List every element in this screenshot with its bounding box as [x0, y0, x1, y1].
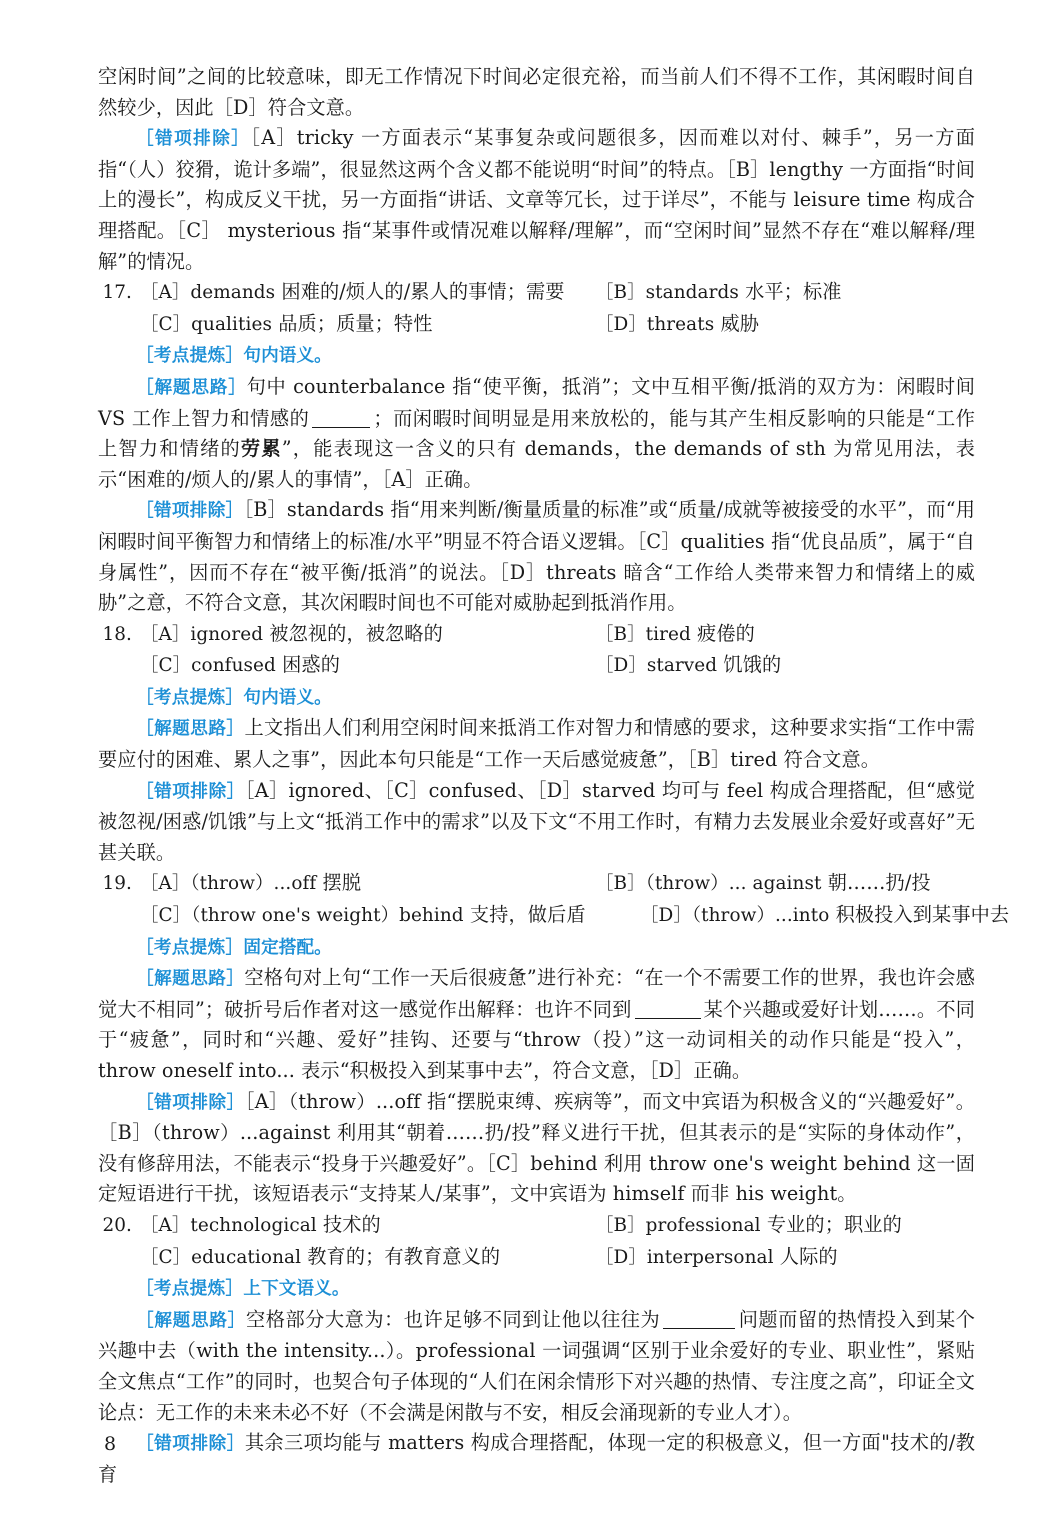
option-a-word: ignored	[190, 623, 264, 645]
key-point-label: ［考点提炼］	[136, 346, 244, 367]
q17-approach-pre: 句中 counterbalance 指“使平衡，抵消”；文中互相平衡/抵消的双方为：闲暇时间 VS 工作上智力和情感的	[98, 374, 975, 430]
option-b-gloss: 专业的；职业的	[766, 1212, 902, 1236]
answer-blank	[312, 427, 370, 428]
approach-label: ［解题思路］	[136, 969, 245, 990]
option-d-tag: ［D］	[595, 313, 647, 335]
option-c-word: （throw one's weight）behind	[191, 905, 464, 927]
option-d-word: starved	[646, 655, 718, 677]
option-d[interactable]	[595, 650, 975, 682]
option-a-tag: ［A］	[140, 1214, 191, 1236]
approach-label: ［解题思路］	[136, 1310, 246, 1331]
elimination-label: ［错项排除］	[136, 781, 245, 802]
option-row	[98, 277, 975, 309]
option-b-tag: ［B］	[595, 623, 646, 645]
option-c-tag: ［C］	[140, 655, 192, 677]
option-b-tag: ［B］	[595, 1214, 646, 1236]
option-a[interactable]	[140, 277, 595, 309]
key-point-label: ［考点提炼］	[136, 937, 244, 958]
option-c-gloss: 教育的；有教育意义的	[307, 1244, 501, 1268]
q19-elimination-paragraph	[98, 1087, 975, 1210]
q17-approach-post: ；而闲暇时间明显是用来放松的，能与其产生相反影响的只能是“工作上智力和情绪的	[98, 406, 975, 461]
q18-approach-paragraph	[98, 713, 975, 775]
q17-approach-end: ”，能表现这一含义的只有 demands，the demands of sth 为常见用法，表示“困难的/烦人的/累人的事情”，［A］正确。	[98, 437, 976, 491]
page-body	[98, 62, 1010, 1490]
option-b-word: tired	[645, 623, 691, 645]
q17-key-point-text: 句内语义。	[243, 346, 332, 367]
option-c-word: confused	[191, 655, 276, 677]
elimination-label: ［错项排除］	[136, 129, 251, 150]
option-b-word: （throw）... against	[645, 873, 822, 895]
option-b-word: standards	[645, 282, 739, 304]
option-d[interactable]	[595, 1242, 975, 1274]
question-number-20: 20.	[102, 1214, 132, 1236]
option-row	[98, 1210, 975, 1242]
q20-approach-post: 问题而留的热情投入到某个兴趣中去（with the intensity...）。professional 一词强调“区别于业余爱好的专业、职业性”，紧贴全文焦点“工作”的同时，也契合句子体现的“人们在闲余情形下对兴趣的热情、专注度之高”，印证全文论点：无工作的未来未必不好（不会满是闲散与不安，相反会涌现新的专业人才）。	[98, 1307, 975, 1424]
option-d-word: interpersonal	[646, 1246, 774, 1268]
q17-elimination-paragraph	[98, 495, 975, 618]
option-a-tag: ［A］	[140, 873, 191, 895]
option-a-tag: ［A］	[140, 623, 191, 645]
option-a-gloss: 摆脱	[322, 871, 362, 895]
question-17-options	[98, 277, 975, 340]
q20-key-point-paragraph	[98, 1273, 975, 1305]
q18-key-point-paragraph	[98, 682, 975, 714]
option-row	[98, 1242, 975, 1274]
option-b-gloss: 朝……扔/投	[827, 871, 931, 895]
option-c-gloss: 品质；质量；特性	[278, 311, 433, 335]
option-a-gloss: 困难的/烦人的/累人的事情；需要	[281, 280, 565, 304]
q17-elimination-text: ［B］standards 指“用来判断/衡量质量的标准”或“质量/成就等被接受的水平”，而“用闲暇时间平衡智力和情绪上的标准/水平”明显不符合语义逻辑。［C］qualities 指“优良品质”，属于“自身属性”，因而不存在“被平衡/抵消”的说法。［D］threats 暗含“工作给人类带来智力和情绪上的威胁”之意，不符合文意，其次闲暇时间也不可能对威胁起到抵消作用。	[98, 498, 975, 615]
option-c-tag: ［C］	[140, 1246, 192, 1268]
option-c[interactable]	[140, 1242, 595, 1274]
q16-elimination-text: ［A］tricky 一方面表示“某事复杂或问题很多，因而难以对付、棘手”，另一方面指“（人）狡猾，诡计多端”，很显然这两个含义都不能说明“时间”的特点。［B］lengthy 一方面指“时间上的漫长”，构成反义干扰，另一方面指“讲话、文章等冗长，过于详尽”，不能与 leisure time 构成合理搭配。［C］ mysterious 指“某事件或情况难以解释/理解”，而“空闲时间”显然不存在“难以解释/理解”的情况。	[98, 126, 975, 273]
option-d-gloss: 积极投入到某事中去	[835, 903, 1010, 927]
question-18-options	[98, 619, 975, 682]
q16-elimination-paragraph	[98, 123, 975, 277]
option-a[interactable]	[140, 868, 595, 900]
option-a-word: technological	[190, 1214, 317, 1236]
top-continuation-text-2: 然较少，因此［D］符合文意。	[98, 95, 365, 119]
approach-label: ［解题思路］	[136, 377, 247, 398]
option-d-gloss: 人际的	[779, 1244, 838, 1268]
option-a-word: demands	[190, 282, 276, 304]
option-row	[98, 650, 975, 682]
option-b-tag: ［B］	[595, 282, 646, 304]
option-d-gloss: 威胁	[720, 311, 760, 335]
page-number: 8	[104, 1433, 117, 1455]
question-number-19: 19.	[102, 873, 132, 895]
option-c[interactable]	[140, 900, 640, 932]
q18-elimination-paragraph	[98, 776, 975, 869]
answer-blank	[663, 1328, 735, 1329]
q19-key-point-text: 固定搭配。	[243, 937, 332, 958]
option-a-tag: ［A］	[140, 282, 191, 304]
q19-approach-paragraph	[98, 963, 975, 1086]
option-b-tag: ［B］	[595, 873, 646, 895]
option-c-gloss: 支持，做后盾	[469, 903, 586, 927]
option-d-tag: ［D］	[640, 905, 692, 927]
q20-key-point-text: 上下文语义。	[243, 1279, 350, 1300]
option-c-tag: ［C］	[140, 905, 192, 927]
option-b-gloss: 疲倦的	[697, 621, 755, 645]
key-point-label: ［考点提炼］	[136, 1279, 244, 1300]
option-d-gloss: 饥饿的	[723, 653, 782, 677]
question-number-17: 17.	[102, 282, 132, 304]
question-20-options	[98, 1210, 975, 1273]
option-b-gloss: 水平；标准	[745, 280, 842, 304]
elimination-label: ［错项排除］	[136, 1434, 245, 1455]
approach-label: ［解题思路］	[136, 719, 245, 740]
q17-approach-emphasis: 劳累	[240, 437, 282, 461]
q17-approach-paragraph	[98, 372, 975, 495]
option-b[interactable]	[595, 619, 975, 651]
option-c[interactable]	[140, 650, 595, 682]
option-d[interactable]	[595, 309, 975, 341]
option-c-tag: ［C］	[140, 313, 192, 335]
elimination-label: ［错项排除］	[136, 1092, 245, 1113]
option-a[interactable]	[140, 1210, 595, 1242]
q20-approach-paragraph	[98, 1305, 975, 1428]
option-b[interactable]	[595, 1210, 975, 1242]
option-c-word: qualities	[191, 313, 272, 335]
option-d-tag: ［D］	[595, 1246, 647, 1268]
option-a-word: （throw）...off	[190, 873, 317, 895]
option-d-tag: ［D］	[595, 655, 647, 677]
option-b-word: professional	[645, 1214, 761, 1236]
top-continuation-paragraph	[98, 62, 975, 123]
top-continuation-text: 空闲时间”之间的比较意味，即无工作情况下时间必定很充裕，而当前人们不得不工作，其闲暇时间自	[98, 65, 975, 88]
option-row	[98, 619, 975, 651]
q19-approach-post: 某个兴趣或爱好计划……。不同于“疲惫”，同时和“兴趣、爱好”挂钩、还要与“throw（投）”这一动词相关的动作只能是“投入”，throw oneself into... 表示“积极投入到某事中去”，符合文意，［D］正确。	[98, 997, 975, 1082]
option-row	[98, 309, 975, 341]
option-d[interactable]	[640, 900, 1009, 932]
q20-elimination-paragraph	[98, 1428, 975, 1490]
option-a-gloss: 被忽视的，被忽略的	[269, 621, 443, 645]
q19-approach-pre: 空格句对上句“工作一天后很疲惫”进行补充：“在一个不需要工作的世界，我也许会感觉大不相同”；破折号后作者对这一感觉作出解释：也许不同到	[98, 966, 975, 1021]
option-c-word: educational	[191, 1246, 302, 1268]
option-c-gloss: 困惑的	[282, 653, 340, 677]
q18-elimination-text: ［A］ignored、［C］confused、［D］starved 均可与 feel 构成合理搭配，但“感觉被忽视/困惑/饥饿”与上文“抵消工作中的需求”以及下文“不用工作时，有精力去发展业余爱好或喜好”无甚关联。	[98, 778, 975, 864]
question-19-options	[98, 868, 1010, 931]
option-d-word: threats	[646, 313, 715, 335]
q18-approach-text: 上文指出人们利用空闲时间来抵消工作对智力和情感的要求，这种要求实指“工作中需要应付的困难、累人之事”，因此本句只能是“工作一天后感觉疲惫”，［B］tired 符合文意。	[98, 716, 975, 772]
option-d-word: （throw）...into	[691, 905, 830, 927]
option-c[interactable]	[140, 309, 595, 341]
option-b[interactable]	[595, 277, 975, 309]
q20-approach-pre: 空格部分大意为：也许足够不同到让他以往往为	[246, 1307, 661, 1331]
key-point-label: ［考点提炼］	[136, 687, 244, 708]
answer-blank	[635, 1018, 701, 1019]
elimination-label: ［错项排除］	[136, 501, 244, 522]
q20-elimination-text: 其余三项均能与 matters 构成合理搭配，体现一定的积极意义，但一方面"技术的/教育	[98, 1431, 975, 1486]
option-a-gloss: 技术的	[322, 1212, 381, 1236]
q19-key-point-paragraph	[98, 932, 975, 964]
option-row	[98, 868, 975, 900]
q17-key-point-paragraph	[98, 340, 975, 372]
option-row	[98, 900, 1010, 932]
q19-elimination-text: ［A］（throw）...off 指“摆脱束缚、疾病等”，而文中宾语为积极含义的“兴趣爱好”。［B］（throw）...against 利用其“朝着……扔/投”释义进行干扰，但其表示的是“实际的身体动作”，没有修辞用法，不能表示“投身于兴趣爱好”。［C］behind 利用 throw one's weight behind 这一固定短语进行干扰，该短语表示“支持某人/某事”，文中宾语为 himself 而非 his weight。	[98, 1089, 975, 1206]
option-b[interactable]	[595, 868, 975, 900]
option-a[interactable]	[140, 619, 595, 651]
question-number-18: 18.	[102, 623, 132, 645]
q18-key-point-text: 句内语义。	[243, 687, 332, 708]
